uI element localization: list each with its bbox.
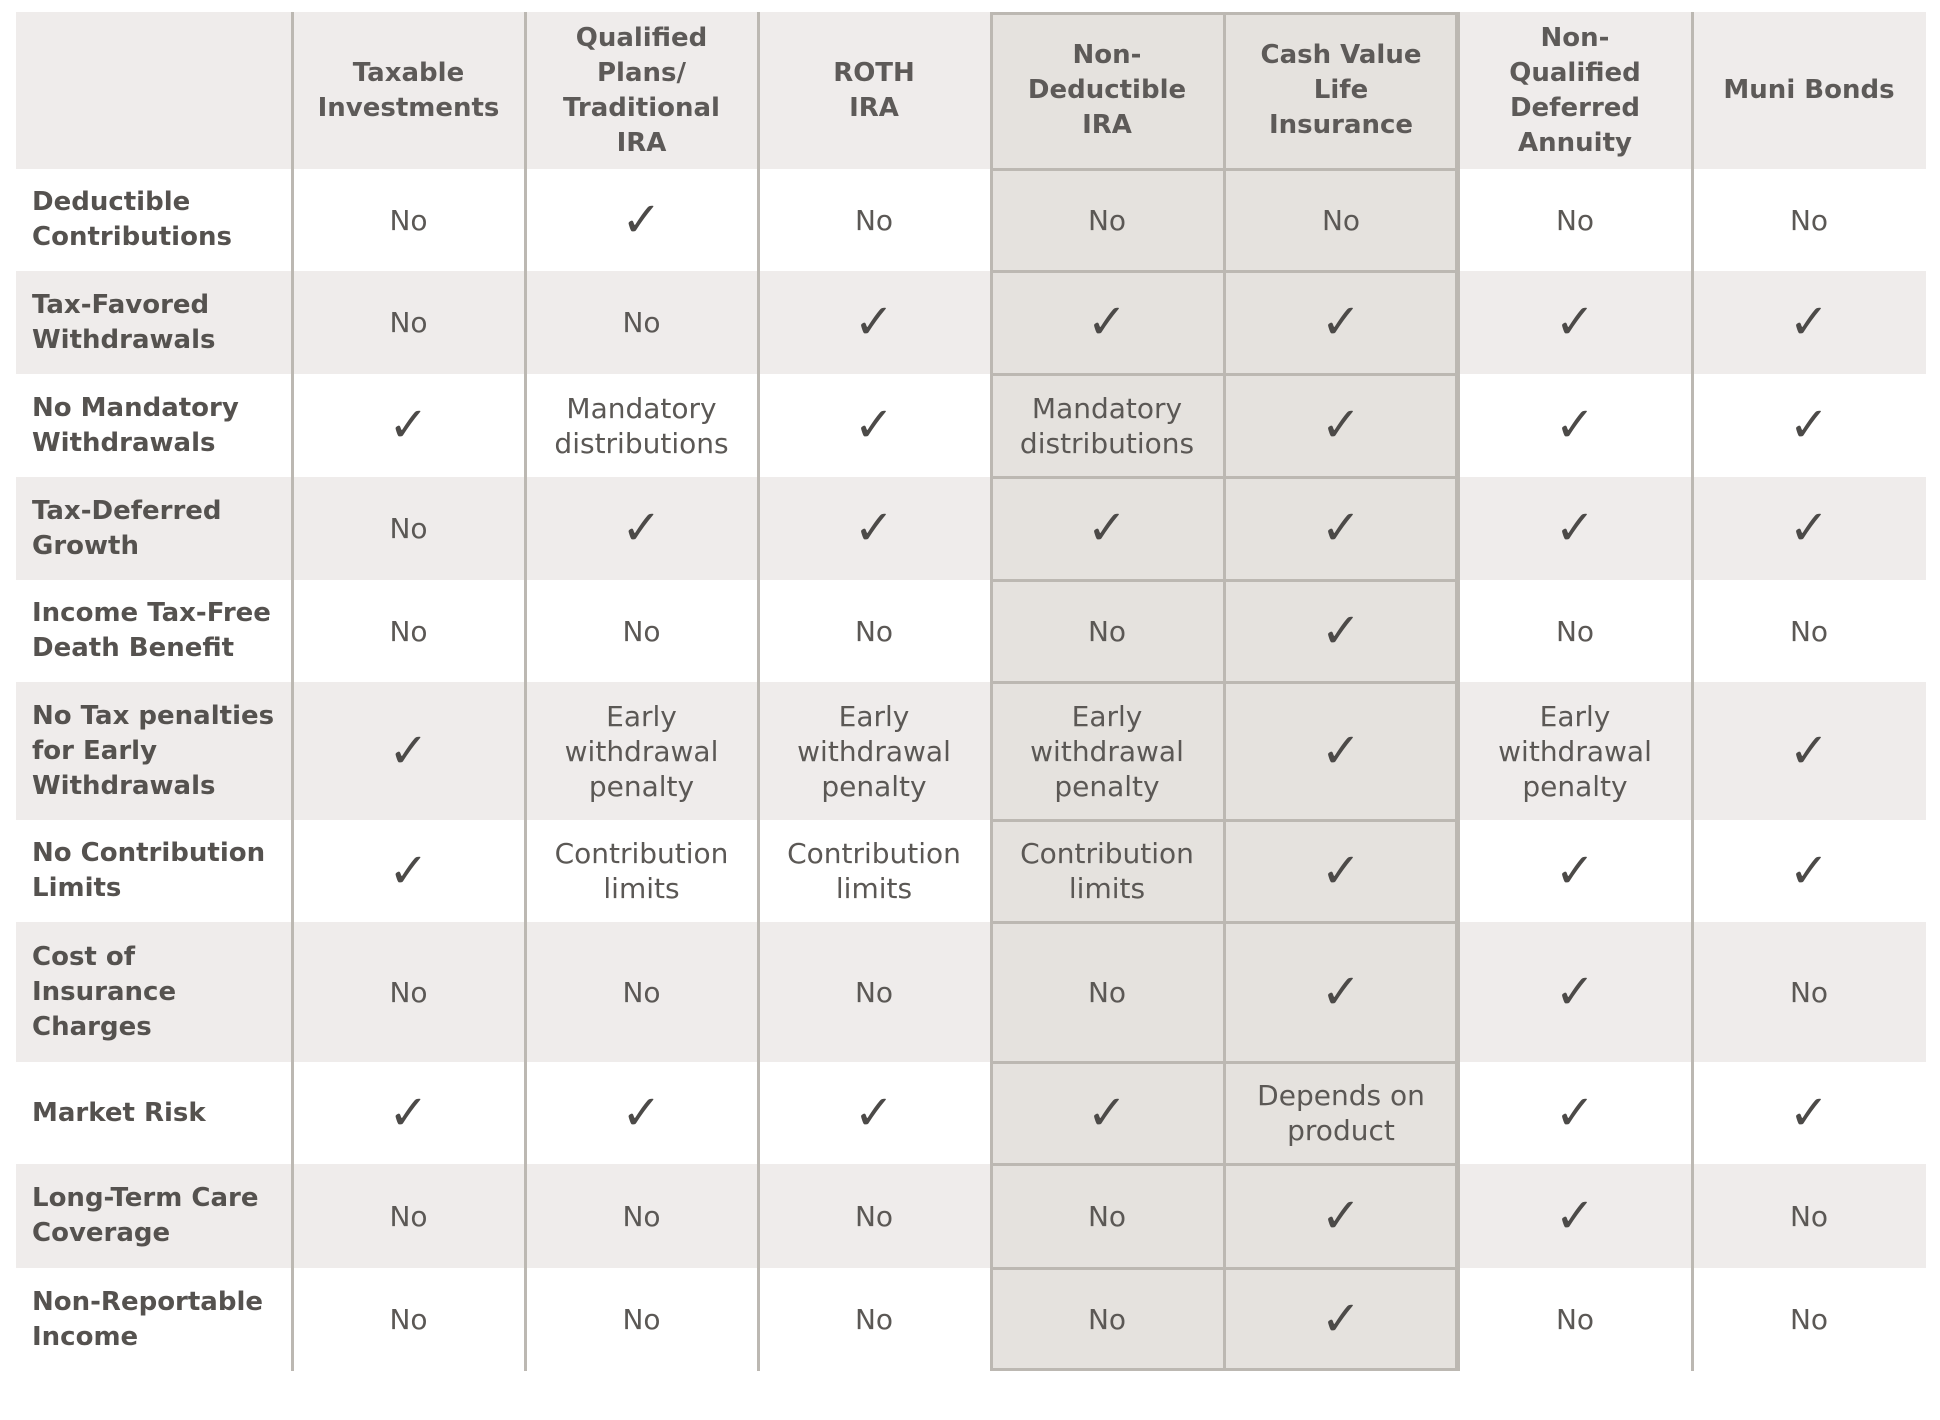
table-cell: No bbox=[1087, 975, 1127, 1009]
table-cell: No bbox=[854, 1303, 894, 1336]
checkmark-icon: ✓ bbox=[1554, 842, 1596, 899]
checkmark-icon: ✓ bbox=[853, 500, 895, 556]
table-cell: No bbox=[622, 1199, 661, 1233]
checkmark-icon: ✓ bbox=[1320, 602, 1362, 659]
table-cell: Contribution limits bbox=[787, 837, 961, 905]
checkmark-icon: ✓ bbox=[1788, 1084, 1830, 1141]
table-cell: No bbox=[1789, 975, 1829, 1009]
checkmark-icon: ✓ bbox=[621, 500, 662, 556]
table-cell: No bbox=[1321, 203, 1361, 237]
checkmark-icon: ✓ bbox=[853, 397, 895, 453]
checkmark-icon: ✓ bbox=[1554, 397, 1596, 453]
checkmark-icon: ✓ bbox=[1554, 963, 1596, 1020]
checkmark-icon: ✓ bbox=[1788, 500, 1830, 556]
checkmark-icon: ✓ bbox=[853, 1084, 895, 1141]
row-label: Long-Term Care Coverage bbox=[32, 1183, 259, 1248]
checkmark-icon: ✓ bbox=[1320, 1291, 1362, 1347]
table-cell: No bbox=[622, 1303, 661, 1336]
checkmark-icon: ✓ bbox=[1554, 500, 1596, 556]
table-cell: No bbox=[1087, 1199, 1127, 1233]
checkmark-icon: ✓ bbox=[1788, 842, 1830, 899]
column-header: ROTH IRA bbox=[833, 57, 915, 123]
column-header: Non- Qualified Deferred Annuity bbox=[1509, 22, 1641, 158]
row-label: Non-Reportable Income bbox=[32, 1286, 264, 1352]
comparison-table bbox=[16, 12, 1926, 1377]
checkmark-icon: ✓ bbox=[1320, 963, 1362, 1020]
column-header: Muni Bonds bbox=[1723, 75, 1895, 105]
row-label: Market Risk bbox=[32, 1097, 206, 1128]
checkmark-icon: ✓ bbox=[1554, 294, 1596, 350]
table-cell: No bbox=[854, 975, 894, 1009]
table-cell: No bbox=[1555, 1303, 1595, 1336]
table-cell: No bbox=[1789, 1199, 1829, 1233]
table-cell: Mandatory distributions bbox=[554, 391, 729, 460]
checkmark-icon: ✓ bbox=[1086, 294, 1128, 350]
checkmark-icon: ✓ bbox=[1788, 294, 1830, 350]
row-label: Cost of Insurance Charges bbox=[32, 941, 177, 1042]
checkmark-icon: ✓ bbox=[1086, 500, 1128, 556]
table-cell: No bbox=[854, 203, 894, 237]
row-label: No Tax penalties for Early Withdrawals bbox=[32, 700, 275, 801]
table-cell: No bbox=[622, 975, 661, 1009]
checkmark-icon: ✓ bbox=[1554, 1084, 1596, 1141]
table-cell: Early withdrawal penalty bbox=[1498, 699, 1652, 803]
table-cell: Contribution limits bbox=[554, 837, 729, 905]
row-label: Tax-Favored Withdrawals bbox=[32, 289, 216, 355]
checkmark-icon: ✓ bbox=[1788, 722, 1830, 779]
table-cell: No bbox=[854, 614, 894, 648]
row-label: Deductible Contributions bbox=[32, 187, 232, 252]
checkmark-icon: ✓ bbox=[853, 294, 895, 350]
checkmark-icon: ✓ bbox=[1554, 1187, 1596, 1244]
checkmark-icon: ✓ bbox=[1320, 1187, 1362, 1244]
checkmark-icon: ✓ bbox=[388, 722, 429, 779]
column-header: Qualified Plans/ Traditional IRA bbox=[563, 22, 720, 158]
checkmark-icon: ✓ bbox=[1320, 397, 1362, 453]
table-cell: Mandatory distributions bbox=[1019, 391, 1195, 460]
table-cell: No bbox=[1789, 614, 1829, 648]
table-cell: No bbox=[622, 614, 661, 648]
table-cell: No bbox=[389, 614, 428, 648]
column-header: Cash Value Life Insurance bbox=[1260, 40, 1422, 140]
table-cell: No bbox=[389, 1303, 428, 1336]
table-cell: No bbox=[1087, 1303, 1127, 1336]
table-cell: No bbox=[389, 1199, 428, 1233]
checkmark-icon: ✓ bbox=[1320, 500, 1362, 556]
table-cell: No bbox=[1789, 203, 1829, 237]
table-cell: No bbox=[389, 306, 428, 339]
row-label: No Contribution Limits bbox=[32, 838, 266, 903]
table-cell: No bbox=[1789, 1303, 1829, 1336]
table-cell: No bbox=[854, 1199, 894, 1233]
table-cell: No bbox=[622, 306, 661, 339]
row-label: Income Tax-Free Death Benefit bbox=[32, 598, 271, 663]
table-cell: Early withdrawal penalty bbox=[564, 699, 719, 803]
table-cell: No bbox=[1555, 614, 1595, 648]
table-cell: Early withdrawal penalty bbox=[797, 699, 951, 803]
checkmark-icon: ✓ bbox=[621, 1084, 662, 1141]
table-cell: No bbox=[1555, 203, 1595, 237]
column-header: Taxable Investments bbox=[317, 57, 500, 123]
table-cell: No bbox=[389, 203, 428, 237]
row-label: Tax-Deferred Growth bbox=[32, 495, 222, 561]
checkmark-icon: ✓ bbox=[1788, 397, 1830, 453]
checkmark-icon: ✓ bbox=[621, 191, 662, 248]
table-cell: No bbox=[389, 975, 428, 1009]
table-cell: No bbox=[1087, 614, 1127, 648]
checkmark-icon: ✓ bbox=[388, 842, 429, 899]
table-cell: Depends on product bbox=[1257, 1079, 1425, 1147]
table-cell: No bbox=[389, 512, 428, 545]
checkmark-icon: ✓ bbox=[1320, 842, 1362, 899]
checkmark-icon: ✓ bbox=[1320, 294, 1362, 350]
table-cell: Contribution limits bbox=[1020, 837, 1194, 905]
row-label: No Mandatory Withdrawals bbox=[32, 392, 239, 458]
table-cell: No bbox=[1087, 203, 1127, 237]
checkmark-icon: ✓ bbox=[388, 397, 429, 453]
checkmark-icon: ✓ bbox=[1320, 722, 1362, 779]
table-cell: Early withdrawal penalty bbox=[1030, 699, 1184, 803]
checkmark-icon: ✓ bbox=[388, 1084, 429, 1141]
column-header: Non- Deductible IRA bbox=[1027, 40, 1187, 140]
checkmark-icon: ✓ bbox=[1086, 1084, 1128, 1141]
